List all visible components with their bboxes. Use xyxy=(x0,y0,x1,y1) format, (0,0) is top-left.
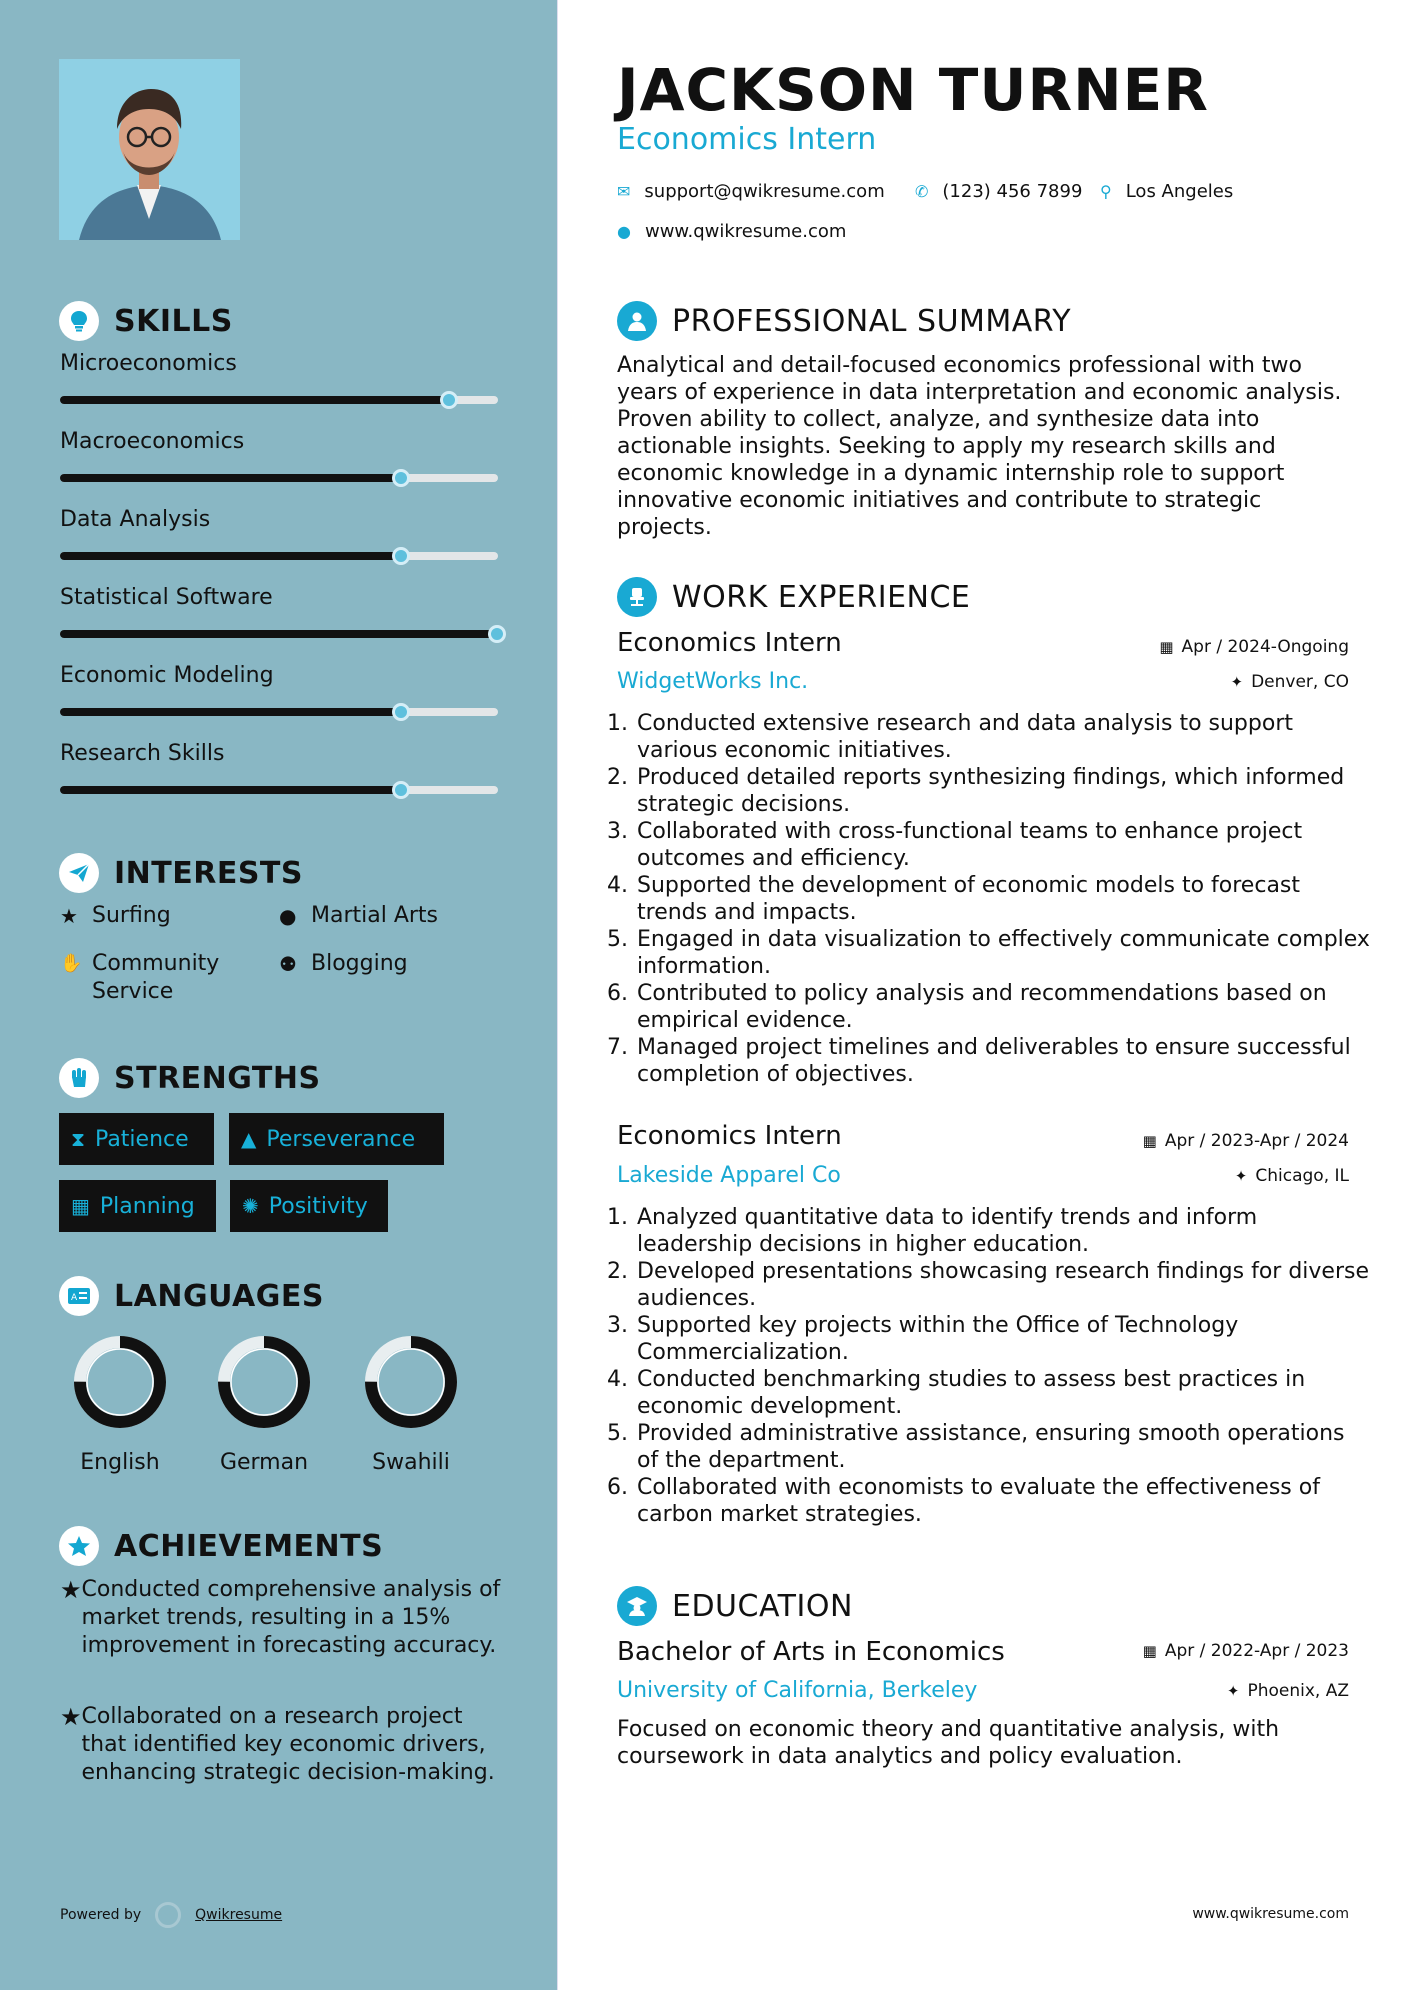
list-item: 7. Managed project timelines and deliverables to ensure successful completion of objectives. xyxy=(635,1034,1370,1088)
candidate-name: JACKSON TURNER xyxy=(617,56,1209,124)
sun-icon: ✺ xyxy=(242,1194,259,1218)
fist-icon xyxy=(59,1058,99,1098)
list-item: 4. Supported the development of economic models to forecast trends and impacts. xyxy=(635,872,1370,926)
skill-bar-fill xyxy=(60,552,402,560)
list-item: 4. Conducted benchmarking studies to assess best practices in economic development. xyxy=(635,1366,1370,1420)
education-dates-text: Apr / 2022-Apr / 2023 xyxy=(1164,1641,1349,1661)
job-location-text: Chicago, IL xyxy=(1255,1166,1349,1186)
map-pin-icon: ⚲ xyxy=(1100,182,1112,201)
shooting-star-icon: ★ xyxy=(60,1576,82,1604)
summary-text: Analytical and detail-focused economics professional with two years of experience in data interpretation and economic analysis. Proven ability to collect, analyze, and synthesize data into actionable insights. Seeking to apply my research skills and economic knowledge in a dynamic internship role to support innovative economic initiatives and contribute to strategic projects. xyxy=(617,353,1342,540)
language-donut xyxy=(214,1332,314,1432)
achievements-title: ACHIEVEMENTS xyxy=(114,1528,384,1564)
skill-bar-knob xyxy=(392,781,410,799)
skill-bar-fill xyxy=(60,474,402,482)
office-chair-icon xyxy=(617,577,657,617)
language-label: Swahili xyxy=(372,1450,450,1475)
skill-bar xyxy=(60,552,498,560)
profile-photo xyxy=(59,59,240,240)
list-item: 3. Supported key projects within the Office of Technology Commercialization. xyxy=(635,1312,1370,1366)
hourglass-icon: ⧗ xyxy=(71,1127,86,1151)
skill-bar xyxy=(60,708,498,716)
interest-item-surfing xyxy=(60,902,171,930)
strength-tag-positivity xyxy=(230,1180,388,1232)
email-text: support@qwikresume.com xyxy=(644,181,885,202)
job-company: Lakeside Apparel Co xyxy=(617,1163,841,1188)
list-item: 2. Produced detailed reports synthesizing findings, which informed strategic decisions. xyxy=(635,764,1370,818)
skill-bar-knob xyxy=(392,469,410,487)
graduate-icon xyxy=(617,1586,657,1626)
contact-location xyxy=(1100,181,1233,202)
location-text: Los Angeles xyxy=(1125,181,1234,202)
powered-by xyxy=(60,1902,282,1928)
interest-label: Martial Arts xyxy=(311,903,439,928)
strength-label: Perseverance xyxy=(266,1126,416,1152)
skill-name: Statistical Software xyxy=(60,585,273,610)
interests-heading xyxy=(59,853,303,893)
achievements-heading xyxy=(59,1526,383,1566)
skill-bar-fill xyxy=(60,786,402,794)
road-icon: ▲ xyxy=(241,1127,257,1151)
calendar-icon: ▦ xyxy=(1159,638,1174,656)
phone-text: (123) 456 7899 xyxy=(942,181,1083,202)
powered-by-label: Powered by xyxy=(60,1907,142,1923)
hand-icon: ✋ xyxy=(60,953,83,974)
education-heading xyxy=(617,1586,853,1626)
education-title: EDUCATION xyxy=(672,1588,853,1624)
shooting-star-icon: ★ xyxy=(60,1703,82,1731)
education-dates xyxy=(1143,1641,1349,1661)
interest-item-blogging xyxy=(279,950,408,978)
lightbulb-icon xyxy=(59,301,99,341)
skill-name: Macroeconomics xyxy=(60,429,245,454)
footer-website[interactable]: www.qwikresume.com xyxy=(1192,1906,1349,1922)
achievement-item xyxy=(60,1703,510,1787)
calendar-icon: ▦ xyxy=(71,1194,90,1218)
strength-label: Planning xyxy=(99,1193,195,1219)
school-name: University of California, Berkeley xyxy=(617,1678,978,1703)
candidate-role: Economics Intern xyxy=(617,122,877,157)
job-bullets xyxy=(617,710,1370,1088)
strength-tag-patience xyxy=(59,1113,214,1165)
pushpin-icon: ✦ xyxy=(1234,1167,1248,1185)
language-donut xyxy=(361,1332,461,1432)
list-item: 6. Contributed to policy analysis and recommendations based on empirical evidence. xyxy=(635,980,1370,1034)
job-location-text: Denver, CO xyxy=(1251,672,1349,692)
skill-name: Economic Modeling xyxy=(60,663,274,688)
interest-label: Community Service xyxy=(92,951,220,1004)
skill-bar xyxy=(60,474,498,482)
education-text: Focused on economic theory and quantitative analysis, with coursework in data analytics and policy evaluation. xyxy=(617,1717,1280,1769)
strength-tag-perseverance xyxy=(229,1113,444,1165)
list-item: 1. Analyzed quantitative data to identify trends and inform leadership decisions in higher education. xyxy=(635,1204,1370,1258)
skill-bar-knob xyxy=(440,391,458,409)
website-text: www.qwikresume.com xyxy=(644,221,847,242)
interest-item-community-service xyxy=(60,950,260,1006)
phone-icon: ✆ xyxy=(915,182,929,201)
strengths-title: STRENGTHS xyxy=(114,1060,321,1096)
brand-link[interactable]: Qwikresume xyxy=(195,1907,283,1923)
contact-website[interactable] xyxy=(617,221,846,242)
job-location xyxy=(1231,672,1349,692)
job-dates xyxy=(1159,637,1349,657)
job-location xyxy=(1235,1166,1349,1186)
job-bullets xyxy=(617,1204,1370,1528)
pushpin-icon: ✦ xyxy=(1230,673,1244,691)
list-item: 1. Conducted extensive research and data analysis to support various economic initiatives. xyxy=(635,710,1370,764)
qwikresume-logo-icon xyxy=(155,1902,181,1928)
star-icon: ★ xyxy=(60,904,78,928)
skill-bar-knob xyxy=(392,703,410,721)
interest-label: Surfing xyxy=(92,903,171,928)
envelope-icon: ✉ xyxy=(617,182,631,201)
skill-bar xyxy=(60,630,498,638)
calendar-icon: ▦ xyxy=(1142,1132,1157,1150)
languages-heading xyxy=(59,1276,324,1316)
skill-bar xyxy=(60,786,498,794)
language-donut xyxy=(70,1332,170,1432)
achievement-text: Conducted comprehensive analysis of market trends, resulting in a 15% improvement in forecasting accuracy. xyxy=(81,1577,501,1658)
language-label: English xyxy=(80,1450,160,1475)
contact-email[interactable] xyxy=(617,181,885,202)
achievement-text: Collaborated on a research project that identified key economic drivers, enhancing strategic decision-making. xyxy=(81,1704,495,1785)
list-item: 2. Developed presentations showcasing research findings for diverse audiences. xyxy=(635,1258,1370,1312)
summary-title: PROFESSIONAL SUMMARY xyxy=(672,303,1072,339)
skill-name: Data Analysis xyxy=(60,507,211,532)
list-item: 3. Collaborated with cross-functional teams to enhance project outcomes and efficiency. xyxy=(635,818,1370,872)
calendar-icon: ▦ xyxy=(1142,1642,1157,1660)
pushpin-icon: ✦ xyxy=(1226,1682,1240,1700)
svg-text:A: A xyxy=(71,1293,78,1303)
interest-item-martial-arts xyxy=(279,902,438,930)
strength-label: Positivity xyxy=(268,1193,368,1219)
skill-name: Microeconomics xyxy=(60,351,237,376)
education-location-text: Phoenix, AZ xyxy=(1247,1681,1349,1701)
skill-bar-fill xyxy=(60,396,450,404)
star-badge-icon xyxy=(59,1526,99,1566)
avatar-illustration xyxy=(59,59,240,240)
experience-title: WORK EXPERIENCE xyxy=(672,579,971,615)
job-dates xyxy=(1143,1131,1349,1151)
education-location xyxy=(1227,1681,1349,1701)
globe-icon: ● xyxy=(279,904,297,928)
job-company: WidgetWorks Inc. xyxy=(617,669,809,694)
skill-bar xyxy=(60,396,498,404)
achievement-item xyxy=(60,1576,510,1660)
job-title: Economics Intern xyxy=(617,628,842,658)
skills-heading xyxy=(59,301,233,341)
skill-bar-knob xyxy=(392,547,410,565)
contact-phone[interactable] xyxy=(915,181,1082,202)
user-icon xyxy=(617,301,657,341)
skill-name: Research Skills xyxy=(60,741,225,766)
summary-heading xyxy=(617,301,1071,341)
globe-icon: ● xyxy=(617,222,631,241)
languages-title: LANGUAGES xyxy=(114,1278,324,1314)
interest-label: Blogging xyxy=(311,951,408,976)
list-item: 5. Provided administrative assistance, ensuring smooth operations of the department. xyxy=(635,1420,1370,1474)
job-dates-text: Apr / 2024-Ongoing xyxy=(1181,637,1349,657)
strengths-heading xyxy=(59,1058,321,1098)
users-icon: ⚉ xyxy=(279,952,297,976)
skills-title: SKILLS xyxy=(114,303,233,339)
skill-bar-fill xyxy=(60,630,498,638)
skill-bar-knob xyxy=(488,625,506,643)
strength-tag-planning xyxy=(59,1180,216,1232)
language-item xyxy=(351,1332,471,1475)
interests-title: INTERESTS xyxy=(114,855,303,891)
language-card-icon xyxy=(59,1276,99,1316)
strength-label: Patience xyxy=(95,1126,189,1152)
job-dates-text: Apr / 2023-Apr / 2024 xyxy=(1164,1131,1349,1151)
skill-bar-fill xyxy=(60,708,402,716)
job-title: Economics Intern xyxy=(617,1121,842,1151)
language-item xyxy=(60,1332,180,1475)
list-item: 5. Engaged in data visualization to effectively communicate complex information. xyxy=(635,926,1370,980)
degree-title: Bachelor of Arts in Economics xyxy=(617,1637,1005,1667)
experience-heading xyxy=(617,577,970,617)
paper-plane-icon xyxy=(59,853,99,893)
column-divider xyxy=(557,0,558,1990)
language-item xyxy=(204,1332,324,1475)
language-label: German xyxy=(219,1450,309,1475)
list-item: 6. Collaborated with economists to evaluate the effectiveness of carbon market strategies. xyxy=(635,1474,1370,1528)
